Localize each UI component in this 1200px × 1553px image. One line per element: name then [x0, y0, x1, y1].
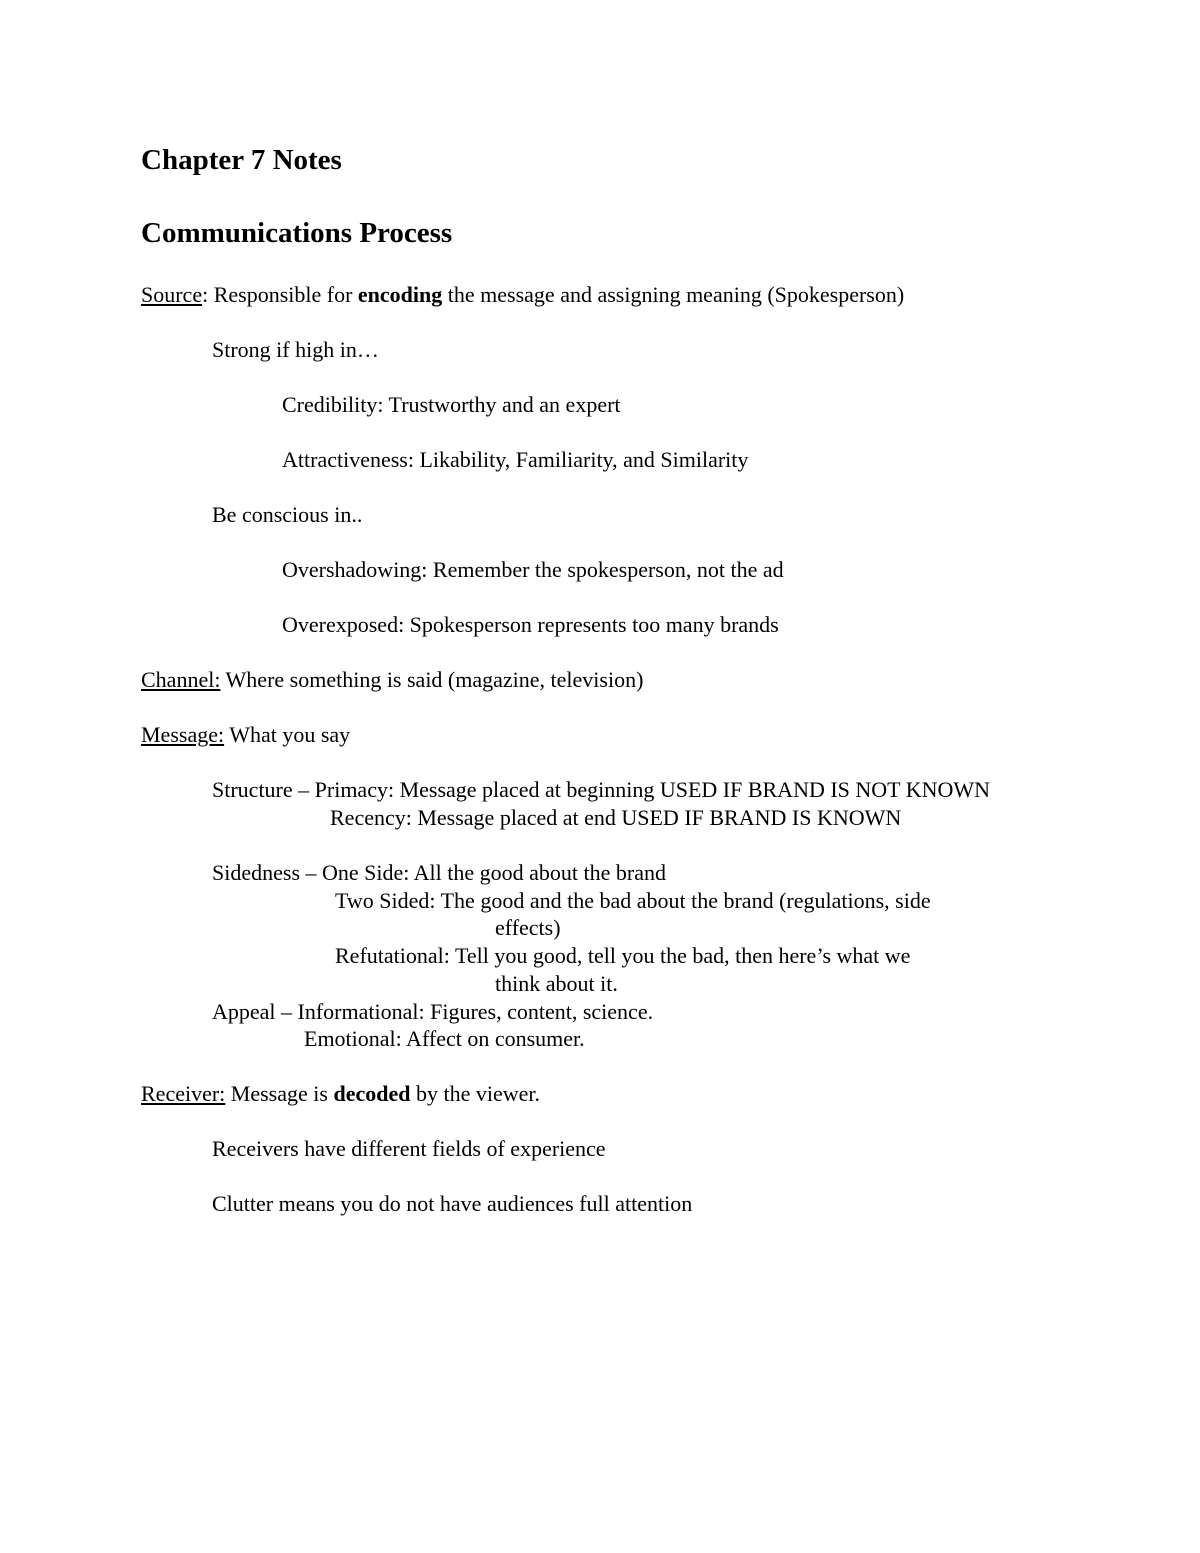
overshadowing-line: Overshadowing: Remember the spokesperson, not the ad — [282, 557, 784, 582]
two-sided-line-2: effects) — [495, 915, 561, 940]
receiver-text-b: by the viewer. — [410, 1081, 540, 1106]
receiver-paragraph — [141, 1080, 540, 1108]
sidedness-one-line: Sidedness – One Side: All the good about the brand — [212, 860, 666, 885]
fields-line: Receivers have different fields of experience — [212, 1136, 606, 1161]
attractiveness-line: Attractiveness: Likability, Familiarity, and Similarity — [282, 447, 749, 472]
decoded-term: decoded — [333, 1081, 411, 1106]
section-heading: Communications Process — [141, 217, 453, 249]
source-text-b: the message and assigning meaning (Spokesperson) — [442, 282, 905, 307]
appeal-informational-line: Appeal – Informational: Figures, content, science. — [212, 999, 654, 1024]
message-paragraph — [141, 721, 350, 749]
receiver-text-a: Message is — [225, 1081, 334, 1106]
channel-term: Channel: — [141, 667, 221, 692]
structure-primacy-line: Structure – Primacy: Message placed at beginning USED IF BRAND IS NOT KNOWN — [212, 777, 991, 802]
source-term: Source — [141, 282, 203, 307]
strong-if-line: Strong if high in… — [212, 337, 379, 362]
appeal-emotional-line: Emotional: Affect on consumer. — [304, 1026, 585, 1051]
refutational-line-2: think about it. — [495, 971, 618, 996]
credibility-line: Credibility: Trustworthy and an expert — [282, 392, 621, 417]
encoding-term: encoding — [357, 282, 443, 307]
channel-paragraph — [141, 666, 643, 694]
refutational-line-1: Refutational: Tell you good, tell you the bad, then here’s what we — [335, 943, 911, 968]
overexposed-line: Overexposed: Spokesperson represents too many brands — [282, 612, 779, 637]
receiver-term: Receiver: — [141, 1081, 226, 1106]
two-sided-line-1: Two Sided: The good and the bad about the brand (regulations, side — [335, 888, 931, 913]
message-term: Message: — [141, 722, 225, 747]
source-paragraph — [141, 281, 904, 309]
clutter-line: Clutter means you do not have audiences full attention — [212, 1191, 693, 1216]
source-text-a: : Responsible for — [202, 282, 358, 307]
structure-recency-line: Recency: Message placed at end USED IF BRAND IS KNOWN — [330, 805, 902, 830]
be-conscious-line: Be conscious in.. — [212, 502, 363, 527]
message-text: What you say — [224, 722, 351, 747]
page-title: Chapter 7 Notes — [141, 144, 342, 176]
channel-text: Where something is said (magazine, television) — [220, 667, 644, 692]
